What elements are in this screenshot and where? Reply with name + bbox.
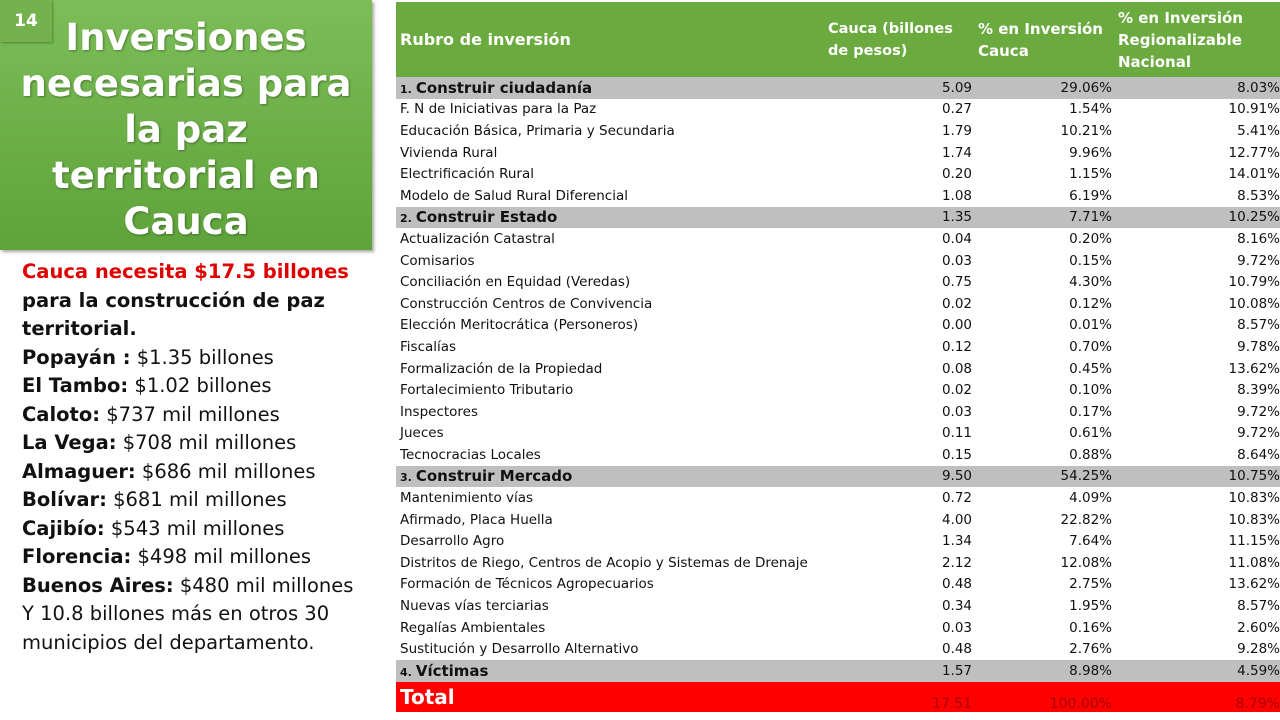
cell-pct-nacional: 14.01% [1228,166,1280,183]
group-number: 2. [400,212,412,226]
cell-pct-nacional: 9.72% [1237,425,1280,442]
cell-pct-cauca: 1.54% [1069,101,1112,118]
cell-cauca-billones: 0.00 [941,317,972,334]
cell-pct-cauca: 0.70% [1069,338,1112,355]
municipality-name: Florencia: [22,545,132,568]
cell-pct-cauca: 12.08% [1060,554,1112,571]
municipality-item [22,401,374,430]
cell-pct-cauca: 2.75% [1069,576,1112,593]
cell-pct-cauca: 100.00% [974,682,1114,712]
table-row [396,617,1280,639]
cell-rubro [396,207,824,229]
cell-cauca-billones: 5.09 [824,77,974,99]
cell-cauca-billones: 0.12 [941,338,972,355]
municipality-item [22,344,374,373]
cell-cauca-billones: 4.00 [941,511,972,528]
municipality-item [22,572,374,601]
cell-cauca-billones: 0.27 [941,101,972,118]
cell-cauca-billones: 1.74 [941,144,972,161]
cell-pct-cauca: 0.12% [1069,295,1112,312]
municipality-amount: $543 mil millones [104,516,285,540]
municipality-amount: $686 mil millones [135,459,316,483]
cell-cauca-billones: 1.79 [941,122,972,139]
cell-pct-cauca: 7.64% [1069,533,1112,550]
cell-pct-nacional: 4.59% [1114,660,1280,682]
table-row [396,574,1280,596]
municipality-amount: $480 mil millones [173,573,354,597]
municipality-item [22,515,374,544]
cell-cauca-billones: 17.51 [824,682,974,712]
cell-cauca-billones: 0.48 [941,641,972,658]
cell-rubro: Inspectores [400,403,479,420]
cell-rubro: Actualización Catastral [400,230,555,247]
cell-cauca-billones: 0.11 [941,425,972,442]
municipality-name: Cajibío: [22,516,105,540]
cell-pct-cauca: 54.25% [974,466,1114,488]
table-row [396,120,1280,142]
slide-number-badge: 14 [0,0,52,42]
municipality-amount: $708 mil millones [116,431,297,454]
header-cauca: Cauca (billones de pesos) [824,2,974,77]
cell-pct-nacional: 10.83% [1228,490,1280,507]
table-row [396,509,1280,531]
municipality-name: Bolívar: [22,488,107,511]
cell-cauca-billones: 9.50 [824,466,974,488]
cell-cauca-billones: 0.02 [941,382,972,399]
cell-cauca-billones: 2.12 [941,554,972,571]
cell-pct-nacional: 12.77% [1228,144,1280,161]
cell-rubro: Formalización de la Propiedad [400,360,603,377]
municipality-name: El Tambo: [22,374,129,397]
cell-pct-nacional: 9.72% [1237,403,1280,420]
cell-pct-nacional: 8.57% [1237,598,1280,615]
table-row [396,638,1280,660]
cell-rubro: Tecnocracias Locales [400,446,541,463]
municipality-amount: $737 mil millones [100,402,280,426]
group-label: Construir Estado [415,208,558,227]
cell-cauca-billones: 0.04 [941,230,972,247]
table-row [396,444,1280,466]
cell-pct-cauca: 1.15% [1069,166,1112,183]
cell-rubro: Regalías Ambientales [400,619,546,636]
table-row [396,250,1280,272]
cell-pct-nacional: 9.28% [1237,641,1280,658]
table-row [396,163,1280,185]
title-box [0,0,372,250]
table-row [396,379,1280,401]
cell-cauca-billones: 0.34 [941,598,972,615]
cell-pct-cauca: 0.20% [1069,230,1112,247]
investment-table [396,2,1280,712]
cell-pct-cauca: 6.19% [1069,187,1112,204]
cell-pct-nacional: 2.60% [1237,619,1280,636]
summary-lead-red: Cauca necesita $17.5 billones [22,260,349,283]
table-group-row [396,77,1280,99]
cell-pct-nacional: 10.79% [1228,274,1280,291]
cell-rubro: Jueces [400,425,444,442]
cell-rubro: Vivienda Rural [400,144,498,161]
table-group-row [396,660,1280,682]
table-total-row [396,682,1280,712]
municipality-name: Almaguer: [22,459,136,483]
header-pct-nacional: % en Inversión Regionalizable Nacional [1114,2,1280,77]
municipality-amount: $1.35 billones [130,345,274,369]
cell-rubro: Total [396,682,824,712]
cell-pct-cauca: 0.01% [1069,317,1112,334]
cell-cauca-billones: 0.72 [941,490,972,507]
cell-cauca-billones: 0.03 [941,403,972,420]
cell-rubro: Desarrollo Agro [400,533,505,550]
group-label: Construir ciudadanía [415,78,593,97]
cell-pct-cauca: 0.45% [1069,360,1112,377]
cell-cauca-billones: 0.03 [941,619,972,636]
cell-rubro: Fortalecimiento Tributario [400,382,574,399]
cell-pct-nacional: 10.75% [1114,466,1280,488]
cell-rubro: F. N de Iniciativas para la Paz [400,101,597,118]
cell-pct-nacional: 10.08% [1228,295,1280,312]
group-number: 3. [400,471,412,485]
table-row [396,271,1280,293]
cell-pct-nacional: 8.03% [1114,77,1280,99]
table-row [396,552,1280,574]
cell-rubro: Distritos de Riego, Centros de Acopio y Sistemas de Drenaje [400,554,808,571]
cell-cauca-billones: 1.57 [824,660,974,682]
municipality-item [22,458,374,487]
cell-rubro: Educación Básica, Primaria y Secundaria [400,122,675,139]
cell-cauca-billones: 0.48 [941,576,972,593]
cell-rubro: Nuevas vías terciarias [400,598,549,615]
cell-pct-nacional: 8.16% [1237,230,1280,247]
cell-pct-cauca: 0.88% [1069,446,1112,463]
cell-pct-nacional: 8.39% [1237,382,1280,399]
summary-text [22,258,374,657]
cell-rubro: Construcción Centros de Convivencia [400,295,653,312]
cell-cauca-billones: 0.08 [941,360,972,377]
group-number: 4. [400,665,412,679]
cell-pct-nacional: 11.08% [1228,554,1280,571]
table-group-row [396,207,1280,229]
cell-cauca-billones: 1.08 [941,187,972,204]
cell-pct-nacional: 13.62% [1228,360,1280,377]
cell-rubro: Mantenimiento vías [400,490,534,507]
cell-pct-cauca: 8.98% [974,660,1114,682]
cell-cauca-billones: 0.02 [941,295,972,312]
municipality-name: Caloto: [22,402,101,426]
cell-pct-nacional: 10.83% [1228,511,1280,528]
cell-pct-cauca: 29.06% [974,77,1114,99]
cell-pct-cauca: 0.16% [1069,619,1112,636]
cell-cauca-billones: 0.15 [941,446,972,463]
municipality-name: Popayán : [22,345,131,369]
cell-pct-nacional: 9.78% [1237,338,1280,355]
table-body [396,77,1280,712]
slide-title: Inversiones necesarias para la paz territorial en Cauca [20,16,352,243]
cell-rubro: Afirmado, Placa Huella [400,511,553,528]
cell-rubro: Elección Meritocrática (Personeros) [400,317,639,334]
cell-pct-cauca: 1.95% [1069,598,1112,615]
cell-cauca-billones: 1.35 [824,207,974,229]
cell-pct-cauca: 9.96% [1069,144,1112,161]
cell-cauca-billones: 0.75 [941,274,972,291]
municipality-name: La Vega: [22,431,117,454]
cell-rubro [396,660,824,682]
cell-rubro: Modelo de Salud Rural Diferencial [400,187,628,204]
cell-pct-cauca: 0.10% [1069,382,1112,399]
cell-cauca-billones: 1.34 [941,533,972,550]
municipality-amount: $498 mil millones [131,545,312,568]
cell-rubro: Comisarios [400,252,475,269]
municipality-amount: $681 mil millones [106,488,287,511]
cell-rubro: Formación de Técnicos Agropecuarios [400,576,654,593]
header-rubro: Rubro de inversión [396,2,824,77]
cell-pct-cauca: 0.15% [1069,252,1112,269]
cell-pct-cauca: 10.21% [1060,122,1112,139]
cell-pct-cauca: 0.61% [1069,425,1112,442]
cell-pct-nacional: 9.72% [1237,252,1280,269]
summary-closing: Y 10.8 billones más en otros 30 municipios del departamento. [22,602,330,654]
cell-rubro: Sustitución y Desarrollo Alternativo [400,641,639,658]
table-row [396,293,1280,315]
group-label: Víctimas [415,661,489,680]
cell-pct-cauca: 22.82% [1060,511,1112,528]
cell-rubro: Electrificación Rural [400,166,534,183]
table-row [396,185,1280,207]
cell-rubro [396,77,824,99]
cell-pct-cauca: 2.76% [1069,641,1112,658]
table-row [396,595,1280,617]
cell-pct-cauca: 0.17% [1069,403,1112,420]
municipality-item [22,486,374,515]
table-row [396,423,1280,445]
cell-cauca-billones: 0.03 [941,252,972,269]
cell-pct-nacional: 8.53% [1237,187,1280,204]
cell-pct-nacional: 11.15% [1228,533,1280,550]
municipality-name: Buenos Aires: [22,573,174,597]
municipality-item [22,429,374,458]
cell-pct-nacional: 8.64% [1237,446,1280,463]
table-row [396,99,1280,121]
group-label: Construir Mercado [415,467,573,486]
cell-pct-nacional: 10.25% [1114,207,1280,229]
table-row [396,315,1280,337]
municipality-list [22,344,374,601]
municipality-item [22,372,374,401]
municipality-amount: $1.02 billones [128,374,272,397]
table-row [396,530,1280,552]
cell-rubro: Conciliación en Equidad (Veredas) [400,274,631,291]
table-row [396,142,1280,164]
cell-cauca-billones: 0.20 [941,166,972,183]
cell-pct-nacional: 13.62% [1228,576,1280,593]
table-row [396,358,1280,380]
cell-pct-nacional: 8.79% [1114,682,1280,712]
cell-pct-cauca: 4.09% [1069,490,1112,507]
cell-pct-cauca: 4.30% [1069,274,1112,291]
cell-pct-nacional: 5.41% [1237,122,1280,139]
table-group-row [396,466,1280,488]
table-row [396,487,1280,509]
table-row [396,401,1280,423]
table-header-row [396,2,1280,77]
cell-rubro: Fiscalías [400,338,457,355]
summary-lead-black: para la construcción de paz territorial. [22,288,325,340]
table-row [396,336,1280,358]
cell-pct-cauca: 7.71% [974,207,1114,229]
cell-pct-nacional: 10.91% [1228,101,1280,118]
cell-rubro [396,466,824,488]
table-row [396,228,1280,250]
municipality-item [22,543,374,572]
cell-pct-nacional: 8.57% [1237,317,1280,334]
header-pct-cauca: % en Inversión Cauca [974,2,1114,77]
group-number: 1. [400,82,412,96]
